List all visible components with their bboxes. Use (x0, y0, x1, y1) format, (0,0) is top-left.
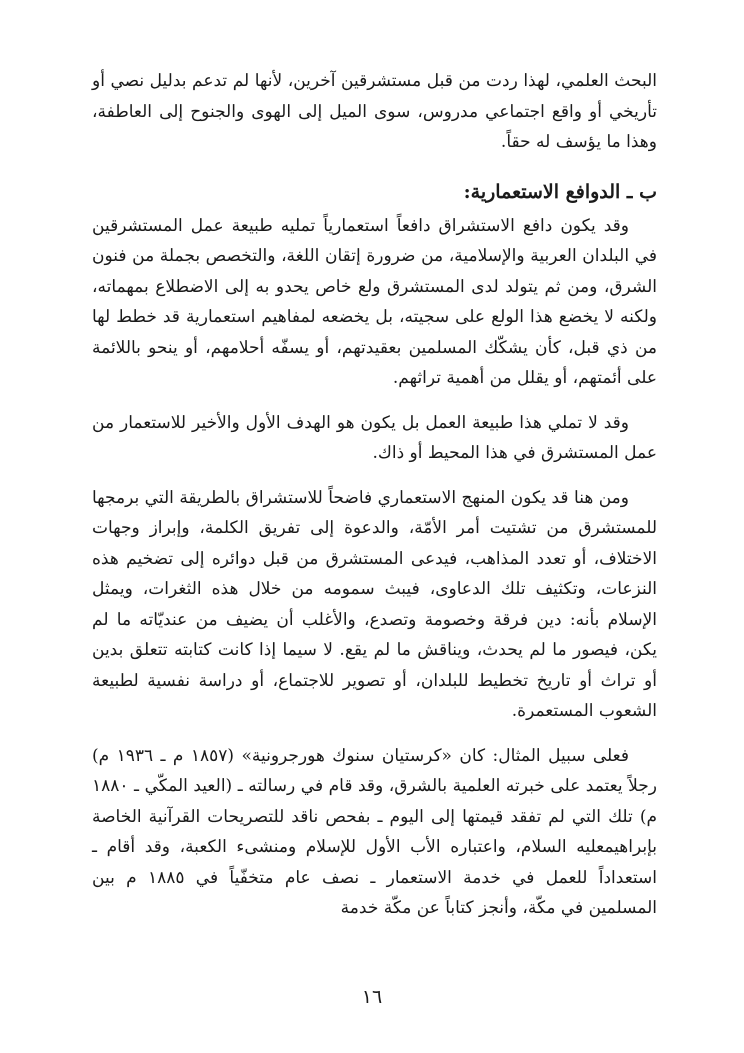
paragraph-primary-goal: وقد لا تملي هذا طبيعة العمل بل يكون هو الهدف الأول والأخير للاستعمار من عمل المستشرق في هذا المحيط أو ذاك. (92, 412, 657, 463)
paragraph-gap (92, 469, 657, 483)
continuation-paragraph: البحث العلمي، لهذا ردت من قبل مستشرقين آخرين، لأنها لم تدعم بدليل نصي أو تأريخي أو واقع اجتماعي مدروس، سوى الميل إلى الهوى والجنوح إلى العاطفة، وهذا ما يؤسف له حقاً. (92, 71, 657, 152)
paragraph-colonial-motive: وقد يكون دافع الاستشراق دافعاً استعمارياً تمليه طبيعة عمل المستشرقين في البلدان العربية والإسلامية، من ضرورة إتقان اللغة، والتخصص بجملة من فنون الشرق، ومن ثم يتولد لدى المستشرق ولع خاص يحدو به إلى الاضطلاع بمهماته، ولكنه لا يخضع هذا الولع على سجيته، بل يخضعه لمفاهيم استعمارية قد خطط لها من ذي قبل، كأن يشكّك المسلمين بعقيدتهم، أو يسفّه أحلامهم، أو ينحو باللائمة على أئمتهم، أو يقلل من أهمية تراثهم. (92, 215, 657, 388)
paragraph-gap (92, 727, 657, 741)
page-number: ١٦ (361, 986, 383, 1008)
paragraph-colonial-method: ومن هنا قد يكون المنهج الاستعماري فاضحاً للاستشراق بالطريقة التي برمجها للمستشرق من تشتيت أمر الأمّة، والدعوة إلى تفريق الكلمة، وإبراز وجهات الاختلاف، أو تعدد المذاهب، فيدعى المستشرق من قبل دوائره إلى تضخيم هذه النزعات، وتكثيف تلك الدعاوى، فيبث سمومه من خلال هذه الثغرات، ويمثل الإسلام بأنه: دين فرقة وخصومة وتصدع، والأغلب أن يضيف من عنديّاته ما لم يكن، فيصور ما لم يحدث، ويناقش ما لم يقع. لا سيما إذا كانت كتابته تتعلق بدين أو تراث أو تاريخ تخطيط للبلدان، أو تصوير للاجتماع، أو دراسة نفسية لطبيعة الشعوب المستعمرة. (92, 487, 657, 721)
paragraph-example: فعلى سبيل المثال: كان «كرستيان سنوك هورجرونية» (١٨٥٧ م ـ ١٩٣٦ م) رجلاً يعتمد على خبرته العلمية بالشرق، وقد قام في رسالته ـ (العيد المكّي ـ ١٨٨٠ م) تلك التي لم تفقد قيمتها إلى اليوم ـ بفحص ناقد للتصريحات القرآنية الخاصة بإبراهيمعليه السلام، واعتباره الأب الأول للإسلام ومنشىء الكعبة، وقد أقام ـ استعداداً للعمل في خدمة الاستعمار ـ نصف عام متخفّياً في ١٨٨٥ م بين المسلمين في مكّة، وأنجز كتاباً عن مكّة خدمة (92, 745, 657, 918)
paragraph-gap (92, 394, 657, 408)
section-heading: ب ـ الدوافع الاستعمارية: (463, 180, 657, 203)
page-body (92, 66, 657, 924)
